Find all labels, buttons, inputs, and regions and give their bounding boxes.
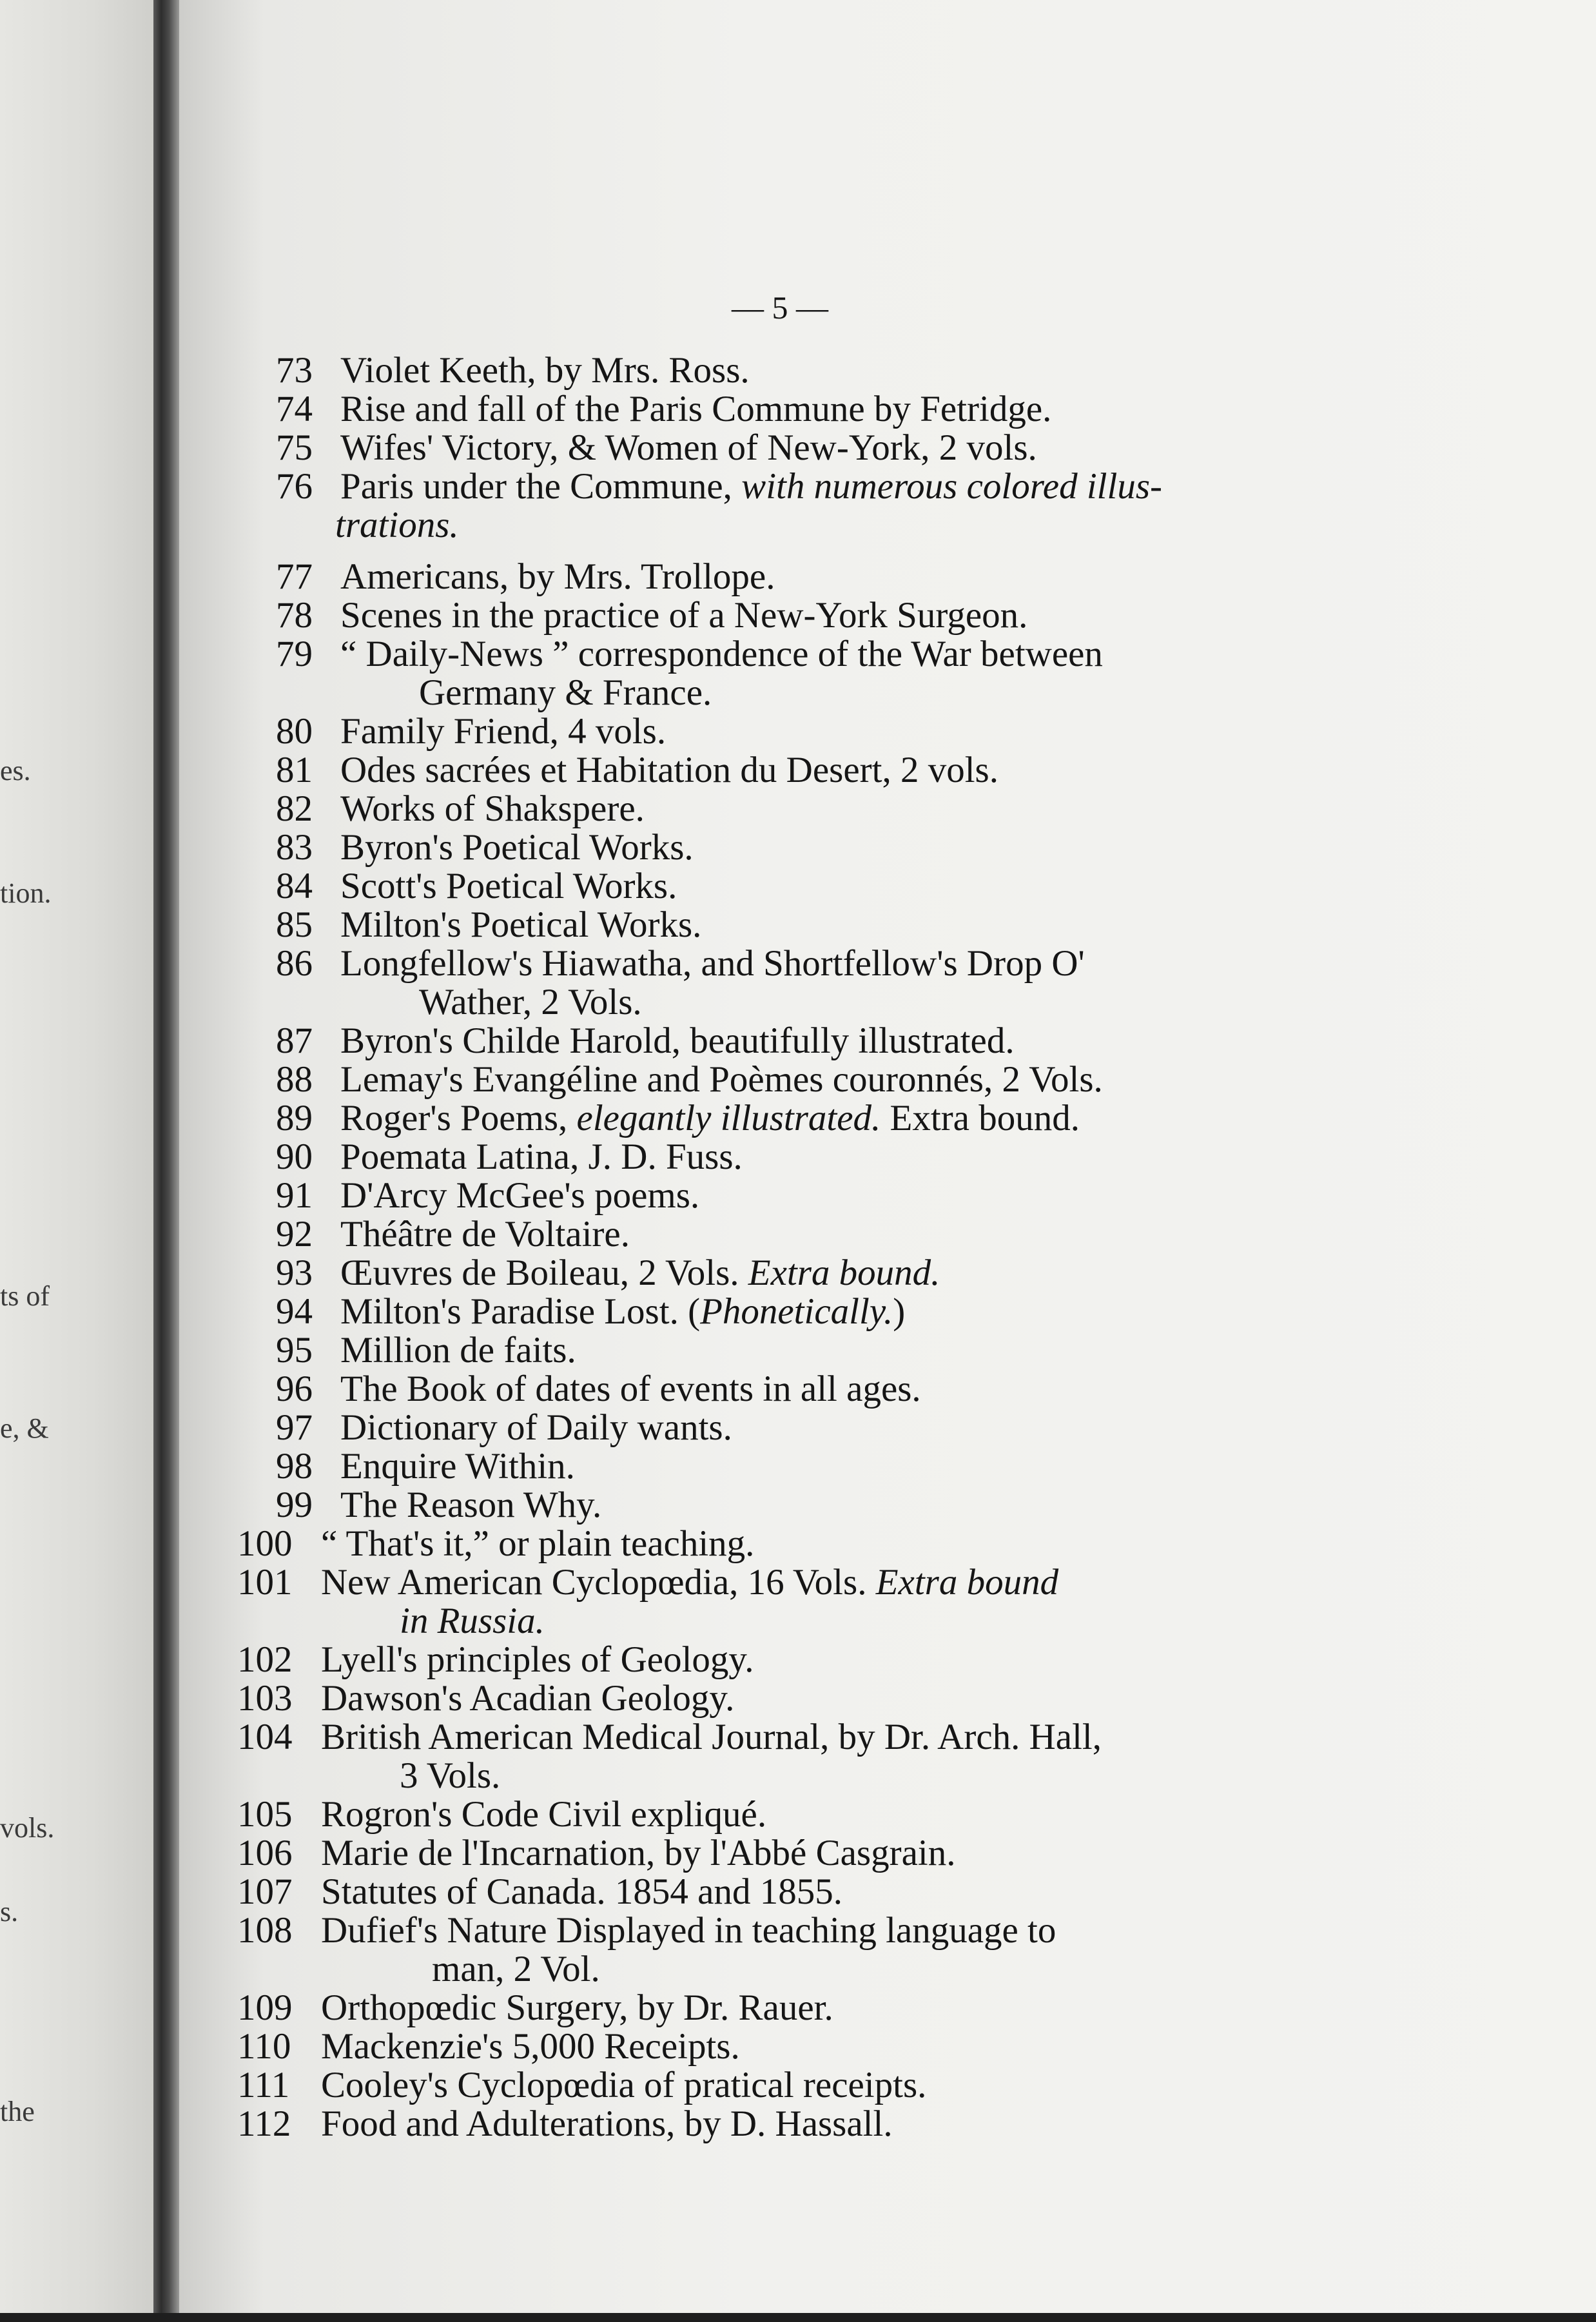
entry-number: 97: [276, 1407, 313, 1448]
catalogue-entry: [237, 1718, 1102, 1757]
entry-italic-note: elegantly illustrated.: [576, 1098, 881, 1138]
entry-continuation-text: man, 2 Vol.: [432, 1949, 600, 1989]
entry-title: The Book of dates of events in all ages.: [340, 1369, 921, 1409]
entry-title: Wifes' Victory, & Women of New-York, 2 vols.: [340, 427, 1037, 468]
entry-italic-note: Extra bound: [875, 1562, 1059, 1603]
entry-title: Poemata Latina, J. D. Fuss.: [340, 1137, 743, 1177]
catalogue-entry: [276, 790, 645, 828]
catalogue-entry: [276, 1293, 905, 1331]
book-spine: [153, 0, 179, 2322]
entry-continuation-text: Germany & France.: [419, 672, 712, 713]
entry-number: 110: [237, 2026, 291, 2067]
entry-number: 98: [276, 1446, 313, 1487]
entry-number: 95: [276, 1330, 313, 1371]
entry-title: Cooley's Cyclopœdia of pratical receipts.: [321, 2065, 927, 2105]
entry-title: Million de faits.: [340, 1330, 576, 1371]
catalogue-entry: [276, 558, 775, 596]
previous-page-fragment: s.: [0, 1896, 19, 1927]
catalogue-entry: [276, 429, 1037, 467]
catalogue-entry: [276, 1447, 575, 1486]
entry-title: Lemay's Evangéline and Poèmes couronnés, 2 Vols.: [340, 1059, 1103, 1100]
entry-number: 86: [276, 943, 313, 984]
catalogue-entry: [276, 467, 1162, 506]
entry-number: 76: [276, 466, 313, 507]
entry-number: 99: [276, 1485, 313, 1525]
catalogue-entry: [237, 1989, 833, 2027]
entry-title: Works of Shakspere.: [340, 788, 645, 829]
catalogue-entry: [276, 1099, 1080, 1138]
entry-continuation-text: Wather, 2 Vols.: [419, 982, 642, 1022]
entry-italic-note: with numerous colored illus-: [741, 466, 1162, 507]
entry-title: Longfellow's Hiawatha, and Shortfellow's Drop O': [340, 943, 1085, 984]
entry-number: 107: [237, 1871, 293, 1912]
previous-page-fragment: vols.: [0, 1812, 55, 1844]
entry-number: 77: [276, 556, 313, 597]
entry-number: 109: [237, 1987, 293, 2028]
entry-number: 81: [276, 750, 313, 790]
entry-title: Dictionary of Daily wants.: [340, 1407, 732, 1448]
entry-title: “ That's it,” or plain teaching.: [321, 1523, 755, 1564]
scan-bottom-edge: [0, 2313, 1596, 2322]
entry-number: 93: [276, 1253, 313, 1293]
entry-title: Lyell's principles of Geology.: [321, 1639, 754, 1680]
catalogue-entry: [237, 1795, 766, 1834]
catalogue-entry: [276, 351, 750, 390]
entry-number: 88: [276, 1059, 313, 1100]
catalogue-entry: [276, 1486, 601, 1525]
catalogue-entry: [276, 944, 1085, 983]
entry-number: 73: [276, 350, 313, 391]
entry-title: Mackenzie's 5,000 Receipts.: [321, 2026, 740, 2067]
entry-continuation: [400, 1602, 545, 1641]
entry-number: 75: [276, 427, 313, 468]
previous-page-fragment: es.: [0, 755, 31, 786]
entry-title: Food and Adulterations, by D. Hassall.: [321, 2103, 893, 2144]
entry-number: 104: [237, 1717, 293, 1757]
catalogue-entry: [276, 1409, 732, 1447]
entry-continuation: [432, 1950, 600, 1989]
entry-continuation-text: 3 Vols.: [400, 1755, 501, 1796]
entry-number: 89: [276, 1098, 313, 1138]
catalogue-entry: [276, 712, 666, 751]
entry-number: 105: [237, 1794, 293, 1835]
catalogue-entry: [237, 1563, 1058, 1602]
catalogue-entry: [276, 1138, 743, 1176]
catalogue-entry: [276, 635, 1103, 674]
entry-number: 111: [237, 2065, 290, 2105]
entry-title: Scott's Poetical Works.: [340, 866, 677, 906]
entry-title: Americans, by Mrs. Trollope.: [340, 556, 775, 597]
entry-title: Œuvres de Boileau, 2 Vols.: [340, 1253, 748, 1293]
entry-italic-note: Extra bound.: [748, 1253, 940, 1293]
catalogue-entry: [276, 390, 1051, 429]
entry-title: The Reason Why.: [340, 1485, 602, 1525]
catalogue-entry: [237, 1834, 955, 1873]
entry-number: 108: [237, 1910, 293, 1951]
catalogue-entry: [237, 1641, 754, 1679]
entry-number: 100: [237, 1523, 293, 1564]
entry-title: British American Medical Journal, by Dr. Arch. Hall,: [321, 1717, 1102, 1757]
catalogue-entry: [276, 1176, 699, 1215]
catalogue-entry: [237, 1911, 1056, 1950]
entry-number: 103: [237, 1678, 293, 1719]
entry-title: “ Daily-News ” correspondence of the War between: [340, 634, 1103, 674]
catalogue-entry: [276, 1060, 1103, 1099]
entry-number: 92: [276, 1214, 313, 1254]
entry-number: 78: [276, 595, 313, 636]
catalogue-entry: [276, 751, 998, 790]
catalogue-entry: [237, 2066, 926, 2105]
entry-title: New American Cyclopœdia, 16 Vols.: [321, 1562, 876, 1603]
page-number: — 5 —: [732, 289, 828, 326]
entry-continuation-italic: in Russia.: [400, 1601, 545, 1641]
catalogue-entry: [276, 828, 694, 867]
entry-title: Violet Keeth, by Mrs. Ross.: [340, 350, 750, 391]
entry-number: 87: [276, 1020, 313, 1061]
entry-title: Statutes of Canada. 1854 and 1855.: [321, 1871, 842, 1912]
entry-title: D'Arcy McGee's poems.: [340, 1175, 700, 1216]
entry-number: 112: [237, 2103, 291, 2144]
entry-number: 83: [276, 827, 313, 868]
entry-number: 106: [237, 1833, 293, 1873]
entry-number: 84: [276, 866, 313, 906]
entry-number: 90: [276, 1137, 313, 1177]
previous-page-edge: [0, 0, 153, 2322]
entry-number: 102: [237, 1639, 293, 1680]
entry-continuation-italic: trations.: [335, 505, 459, 545]
entry-title: Dufief's Nature Displayed in teaching language to: [321, 1910, 1056, 1951]
entry-continuation: [400, 1757, 500, 1795]
entry-title: Marie de l'Incarnation, by l'Abbé Casgrain.: [321, 1833, 956, 1873]
entry-number: 101: [237, 1562, 293, 1603]
entry-continuation: [419, 983, 642, 1022]
catalogue-entry: [237, 2027, 740, 2066]
entry-title: Family Friend, 4 vols.: [340, 711, 667, 752]
entry-italic-note: Phonetically.: [700, 1291, 893, 1332]
entry-title: Odes sacrées et Habitation du Desert, 2 vols.: [340, 750, 998, 790]
catalogue-entry: [276, 867, 677, 906]
catalogue-entry: [276, 1215, 630, 1254]
entry-title: Byron's Childe Harold, beautifully illustrated.: [340, 1020, 1015, 1061]
entry-suffix: ): [893, 1291, 906, 1332]
catalogue-entry: [276, 1254, 940, 1293]
previous-page-fragment: tion.: [0, 877, 52, 909]
entry-title: Dawson's Acadian Geology.: [321, 1678, 735, 1719]
catalogue-entry: [237, 1679, 734, 1718]
entry-title: Milton's Paradise Lost. (: [340, 1291, 701, 1332]
entry-number: 94: [276, 1291, 313, 1332]
previous-page-fragment: ts of: [0, 1280, 50, 1312]
entry-continuation: [419, 674, 712, 712]
catalogue-entry: [276, 906, 701, 944]
entry-suffix: Extra bound.: [881, 1098, 1080, 1138]
catalogue-entry: [276, 1022, 1015, 1060]
entry-title: Orthopœdic Surgery, by Dr. Rauer.: [321, 1987, 833, 2028]
catalogue-entry: [237, 2105, 893, 2143]
entry-number: 74: [276, 389, 313, 429]
catalogue-entry: [237, 1525, 754, 1563]
entry-title: Rise and fall of the Paris Commune by Fetridge.: [340, 389, 1052, 429]
entry-title: Roger's Poems,: [340, 1098, 577, 1138]
entry-title: Paris under the Commune,: [340, 466, 742, 507]
entry-number: 80: [276, 711, 313, 752]
entry-number: 82: [276, 788, 313, 829]
catalogue-entry: [237, 1873, 842, 1911]
entry-continuation: [335, 506, 459, 545]
catalogue-entry: [276, 1370, 921, 1409]
catalogue-entry: [276, 1331, 576, 1370]
entry-title: Rogron's Code Civil expliqué.: [321, 1794, 767, 1835]
previous-page-fragment: e, &: [0, 1412, 49, 1444]
entry-title: Scenes in the practice of a New-York Surgeon.: [340, 595, 1028, 636]
entry-number: 96: [276, 1369, 313, 1409]
previous-page-fragment: the: [0, 2096, 35, 2127]
entry-number: 85: [276, 904, 313, 945]
entry-title: Théâtre de Voltaire.: [340, 1214, 630, 1254]
entry-title: Enquire Within.: [340, 1446, 575, 1487]
entry-title: Byron's Poetical Works.: [340, 827, 694, 868]
entry-title: Milton's Poetical Works.: [340, 904, 702, 945]
entry-number: 79: [276, 634, 313, 674]
catalogue-entry: [276, 596, 1027, 635]
entry-number: 91: [276, 1175, 313, 1216]
